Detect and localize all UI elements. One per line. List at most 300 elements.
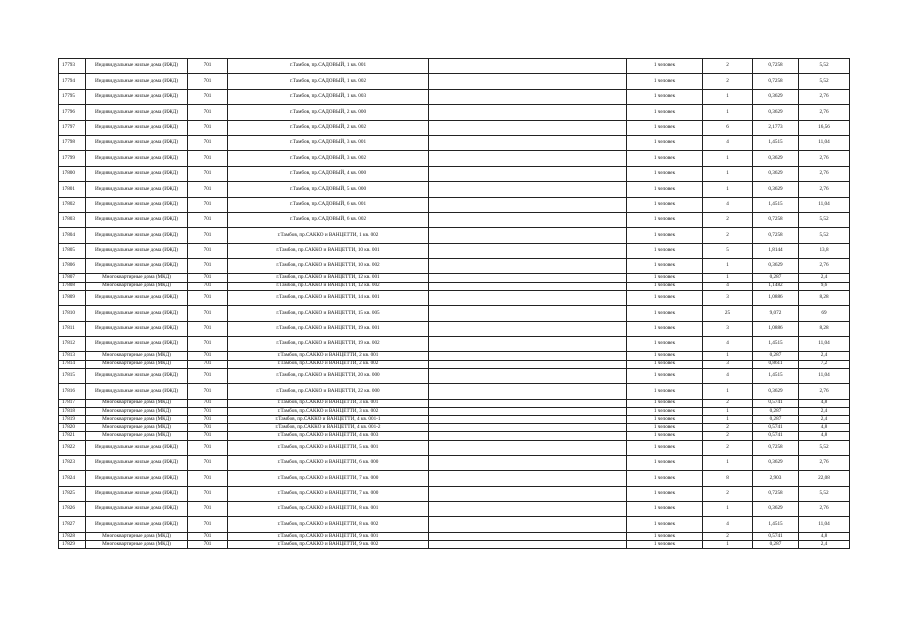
table-row — [59, 541, 850, 549]
cell-total: 2,76 — [799, 384, 850, 399]
cell-blank — [429, 368, 627, 383]
cell-address: г.Тамбов, пр.САККО и ВАНЦЕТТИ, 2 кв. 001 — [228, 352, 429, 360]
cell-building-type: Индивидуальные жилые дома (ИЖД) — [86, 455, 188, 470]
cell-total: 2,76 — [799, 182, 850, 197]
cell-code: 701 — [188, 59, 228, 74]
cell-address: г.Тамбов, пр.САККО и ВАНЦЕТТИ, 9 кв. 002 — [228, 541, 429, 549]
cell-id: 17823 — [59, 455, 86, 470]
cell-address: г.Тамбов, пр.САДОВЫЙ, 3 кв. 002 — [228, 151, 429, 166]
cell-blank — [429, 384, 627, 399]
cell-id: 17822 — [59, 440, 86, 455]
cell-total: 11,04 — [799, 337, 850, 352]
document-page — [58, 58, 849, 549]
cell-id: 17814 — [59, 360, 86, 368]
cell-total: 4,8 — [799, 532, 850, 540]
cell-norm: 0,3629 — [753, 502, 799, 517]
table-row — [59, 415, 850, 423]
cell-norm: 1,4515 — [753, 337, 799, 352]
cell-building-type: Многоквартирные дома (МКД) — [86, 282, 188, 290]
cell-address: г.Тамбов, пр.САККО и ВАНЦЕТТИ, 12 кв. 002 — [228, 282, 429, 290]
cell-total: 69 — [799, 306, 850, 321]
cell-address: г.Тамбов, пр.САККО и ВАНЦЕТТИ, 1 кв. 002 — [228, 228, 429, 243]
cell-quantity: 1 — [703, 541, 753, 549]
cell-code: 701 — [188, 502, 228, 517]
cell-unit: 1 человек — [627, 182, 703, 197]
cell-building-type: Индивидуальные жилые дома (ИЖД) — [86, 440, 188, 455]
table-row — [59, 259, 850, 274]
cell-code: 701 — [188, 440, 228, 455]
cell-total: 2,76 — [799, 502, 850, 517]
cell-building-type: Индивидуальные жилые дома (ИЖД) — [86, 306, 188, 321]
table-row — [59, 59, 850, 74]
cell-quantity: 4 — [703, 197, 753, 212]
cell-quantity: 1 — [703, 259, 753, 274]
cell-address: г.Тамбов, пр.САККО и ВАНЦЕТТИ, 3 кв. 002 — [228, 407, 429, 415]
cell-quantity: 1 — [703, 455, 753, 470]
cell-blank — [429, 74, 627, 89]
cell-unit: 1 человек — [627, 290, 703, 305]
cell-building-type: Индивидуальные жилые дома (ИЖД) — [86, 368, 188, 383]
cell-building-type: Многоквартирные дома (МКД) — [86, 424, 188, 432]
cell-blank — [429, 532, 627, 540]
cell-address: г.Тамбов, пр.САДОВЫЙ, 1 кв. 002 — [228, 74, 429, 89]
table-row — [59, 407, 850, 415]
cell-address: г.Тамбов, пр.САККО и ВАНЦЕТТИ, 5 кв. 001 — [228, 440, 429, 455]
cell-building-type: Индивидуальные жилые дома (ИЖД) — [86, 243, 188, 258]
cell-code: 701 — [188, 532, 228, 540]
cell-norm: 1,4515 — [753, 135, 799, 150]
cell-quantity: 2 — [703, 399, 753, 407]
cell-quantity: 1 — [703, 166, 753, 181]
cell-unit: 1 человек — [627, 407, 703, 415]
cell-id: 17798 — [59, 135, 86, 150]
cell-norm: 0,3629 — [753, 105, 799, 120]
cell-unit: 1 человек — [627, 197, 703, 212]
cell-code: 701 — [188, 243, 228, 258]
cell-norm: 1,8144 — [753, 243, 799, 258]
table-row — [59, 197, 850, 212]
cell-code: 701 — [188, 120, 228, 135]
cell-code: 701 — [188, 360, 228, 368]
cell-address: г.Тамбов, пр.САККО и ВАНЦЕТТИ, 15 кв. 005 — [228, 306, 429, 321]
cell-code: 701 — [188, 407, 228, 415]
cell-quantity: 4 — [703, 337, 753, 352]
cell-quantity: 1 — [703, 502, 753, 517]
cell-address: г.Тамбов, пр.САККО и ВАНЦЕТТИ, 10 кв. 001 — [228, 243, 429, 258]
cell-code: 701 — [188, 89, 228, 104]
table-row — [59, 360, 850, 368]
cell-blank — [429, 105, 627, 120]
cell-total: 11,04 — [799, 368, 850, 383]
cell-building-type: Индивидуальные жилые дома (ИЖД) — [86, 337, 188, 352]
cell-norm: 0,5741 — [753, 399, 799, 407]
data-table — [58, 58, 850, 549]
cell-building-type: Многоквартирные дома (МКД) — [86, 415, 188, 423]
cell-norm: 0,3629 — [753, 151, 799, 166]
cell-building-type: Многоквартирные дома (МКД) — [86, 432, 188, 440]
cell-address: г.Тамбов, пр.САККО и ВАНЦЕТТИ, 19 кв. 001 — [228, 321, 429, 336]
table-row — [59, 151, 850, 166]
cell-blank — [429, 228, 627, 243]
cell-address: г.Тамбов, пр.САДОВЫЙ, 3 кв. 001 — [228, 135, 429, 150]
cell-total: 16,56 — [799, 120, 850, 135]
cell-total: 5,52 — [799, 486, 850, 501]
cell-unit: 1 человек — [627, 532, 703, 540]
cell-building-type: Индивидуальные жилые дома (ИЖД) — [86, 321, 188, 336]
cell-unit: 1 человек — [627, 360, 703, 368]
cell-total: 7,2 — [799, 360, 850, 368]
cell-code: 701 — [188, 321, 228, 336]
cell-id: 17800 — [59, 166, 86, 181]
cell-building-type: Индивидуальные жилые дома (ИЖД) — [86, 212, 188, 227]
cell-address: г.Тамбов, пр.САДОВЫЙ, 1 кв. 001 — [228, 59, 429, 74]
cell-address: г.Тамбов, пр.САККО и ВАНЦЕТТИ, 3 кв. 001 — [228, 399, 429, 407]
cell-norm: 0,3629 — [753, 182, 799, 197]
cell-id: 17816 — [59, 384, 86, 399]
cell-address: г.Тамбов, пр.САККО и ВАНЦЕТТИ, 7 кв. 000 — [228, 471, 429, 486]
table-row — [59, 517, 850, 532]
cell-unit: 1 человек — [627, 384, 703, 399]
cell-building-type: Индивидуальные жилые дома (ИЖД) — [86, 486, 188, 501]
cell-norm: 0,287 — [753, 541, 799, 549]
cell-id: 17819 — [59, 415, 86, 423]
cell-address: г.Тамбов, пр.САККО и ВАНЦЕТТИ, 20 кв. 000 — [228, 368, 429, 383]
cell-total: 2,4 — [799, 541, 850, 549]
cell-quantity: 2 — [703, 486, 753, 501]
cell-quantity: 1 — [703, 415, 753, 423]
cell-blank — [429, 471, 627, 486]
cell-code: 701 — [188, 166, 228, 181]
cell-building-type: Индивидуальные жилые дома (ИЖД) — [86, 89, 188, 104]
cell-address: г.Тамбов, пр.САККО и ВАНЦЕТТИ, 4 кв. 001-2 — [228, 424, 429, 432]
cell-total: 5,52 — [799, 212, 850, 227]
table-row — [59, 306, 850, 321]
cell-norm: 9,072 — [753, 306, 799, 321]
cell-blank — [429, 321, 627, 336]
cell-norm: 0,7258 — [753, 59, 799, 74]
table-row — [59, 432, 850, 440]
cell-unit: 1 человек — [627, 274, 703, 282]
cell-code: 701 — [188, 415, 228, 423]
cell-total: 11,04 — [799, 197, 850, 212]
cell-id: 17796 — [59, 105, 86, 120]
cell-blank — [429, 360, 627, 368]
table-row — [59, 135, 850, 150]
cell-address: г.Тамбов, пр.САККО и ВАНЦЕТТИ, 6 кв. 000 — [228, 455, 429, 470]
cell-address: г.Тамбов, пр.САККО и ВАНЦЕТТИ, 22 кв. 000 — [228, 384, 429, 399]
cell-total: 4,8 — [799, 432, 850, 440]
cell-unit: 1 человек — [627, 471, 703, 486]
table-row — [59, 166, 850, 181]
cell-blank — [429, 440, 627, 455]
cell-building-type: Индивидуальные жилые дома (ИЖД) — [86, 182, 188, 197]
cell-address: г.Тамбов, пр.САККО и ВАНЦЕТТИ, 4 кв. 001-1 — [228, 415, 429, 423]
cell-blank — [429, 59, 627, 74]
table-row — [59, 74, 850, 89]
cell-unit: 1 человек — [627, 59, 703, 74]
cell-total: 4,8 — [799, 399, 850, 407]
table-row — [59, 384, 850, 399]
cell-norm: 0,7258 — [753, 440, 799, 455]
cell-unit: 1 человек — [627, 486, 703, 501]
cell-code: 701 — [188, 151, 228, 166]
cell-blank — [429, 432, 627, 440]
cell-norm: 0,287 — [753, 352, 799, 360]
cell-total: 5,52 — [799, 440, 850, 455]
cell-total: 11,04 — [799, 517, 850, 532]
cell-quantity: 1 — [703, 151, 753, 166]
cell-norm: 1,1482 — [753, 282, 799, 290]
cell-norm: 0,3629 — [753, 384, 799, 399]
cell-quantity: 1 — [703, 89, 753, 104]
cell-quantity: 1 — [703, 105, 753, 120]
cell-quantity: 25 — [703, 306, 753, 321]
cell-quantity: 2 — [703, 532, 753, 540]
cell-building-type: Многоквартирные дома (МКД) — [86, 407, 188, 415]
cell-id: 17820 — [59, 424, 86, 432]
cell-building-type: Многоквартирные дома (МКД) — [86, 541, 188, 549]
cell-norm: 0,7258 — [753, 74, 799, 89]
cell-code: 701 — [188, 368, 228, 383]
table-row — [59, 274, 850, 282]
cell-id: 17825 — [59, 486, 86, 501]
cell-quantity: 1 — [703, 352, 753, 360]
cell-norm: 0,5741 — [753, 424, 799, 432]
cell-code: 701 — [188, 135, 228, 150]
cell-building-type: Индивидуальные жилые дома (ИЖД) — [86, 471, 188, 486]
cell-norm: 0,7258 — [753, 212, 799, 227]
cell-quantity: 5 — [703, 243, 753, 258]
cell-quantity: 2 — [703, 440, 753, 455]
cell-code: 701 — [188, 212, 228, 227]
table-row — [59, 228, 850, 243]
cell-quantity: 3 — [703, 321, 753, 336]
table-row — [59, 352, 850, 360]
cell-code: 701 — [188, 455, 228, 470]
cell-address: г.Тамбов, пр.САДОВЫЙ, 5 кв. 000 — [228, 182, 429, 197]
cell-unit: 1 человек — [627, 306, 703, 321]
cell-blank — [429, 243, 627, 258]
table-row — [59, 282, 850, 290]
cell-address: г.Тамбов, пр.САККО и ВАНЦЕТТИ, 8 кв. 002 — [228, 517, 429, 532]
cell-quantity: 6 — [703, 120, 753, 135]
cell-unit: 1 человек — [627, 105, 703, 120]
cell-norm: 0,5741 — [753, 432, 799, 440]
cell-id: 17812 — [59, 337, 86, 352]
cell-total: 5,52 — [799, 59, 850, 74]
cell-id: 17807 — [59, 274, 86, 282]
cell-id: 17797 — [59, 120, 86, 135]
cell-building-type: Многоквартирные дома (МКД) — [86, 274, 188, 282]
cell-norm: 0,8611 — [753, 360, 799, 368]
cell-id: 17805 — [59, 243, 86, 258]
cell-total: 5,52 — [799, 228, 850, 243]
cell-norm: 2,903 — [753, 471, 799, 486]
cell-blank — [429, 424, 627, 432]
cell-building-type: Индивидуальные жилые дома (ИЖД) — [86, 290, 188, 305]
cell-id: 17806 — [59, 259, 86, 274]
cell-code: 701 — [188, 517, 228, 532]
cell-quantity: 2 — [703, 74, 753, 89]
cell-norm: 0,3629 — [753, 455, 799, 470]
cell-norm: 1,4515 — [753, 368, 799, 383]
cell-code: 701 — [188, 399, 228, 407]
cell-quantity: 3 — [703, 360, 753, 368]
cell-total: 2,4 — [799, 415, 850, 423]
table-row — [59, 290, 850, 305]
cell-total: 2,76 — [799, 105, 850, 120]
cell-unit: 1 человек — [627, 541, 703, 549]
table-row — [59, 243, 850, 258]
cell-unit: 1 человек — [627, 282, 703, 290]
cell-blank — [429, 212, 627, 227]
cell-id: 17813 — [59, 352, 86, 360]
cell-total: 5,52 — [799, 74, 850, 89]
cell-code: 701 — [188, 74, 228, 89]
cell-address: г.Тамбов, пр.САДОВЫЙ, 2 кв. 002 — [228, 120, 429, 135]
cell-address: г.Тамбов, пр.САДОВЫЙ, 6 кв. 001 — [228, 197, 429, 212]
cell-id: 17809 — [59, 290, 86, 305]
cell-blank — [429, 151, 627, 166]
cell-code: 701 — [188, 352, 228, 360]
cell-quantity: 4 — [703, 135, 753, 150]
cell-address: г.Тамбов, пр.САДОВЫЙ, 1 кв. 003 — [228, 89, 429, 104]
cell-blank — [429, 274, 627, 282]
cell-quantity: 8 — [703, 471, 753, 486]
cell-blank — [429, 135, 627, 150]
cell-address: г.Тамбов, пр.САККО и ВАНЦЕТТИ, 7 кв. 000 — [228, 486, 429, 501]
cell-blank — [429, 407, 627, 415]
cell-id: 17811 — [59, 321, 86, 336]
cell-id: 17810 — [59, 306, 86, 321]
cell-norm: 1,4515 — [753, 517, 799, 532]
cell-code: 701 — [188, 432, 228, 440]
cell-id: 17804 — [59, 228, 86, 243]
cell-code: 701 — [188, 105, 228, 120]
table-row — [59, 89, 850, 104]
cell-blank — [429, 399, 627, 407]
cell-quantity: 2 — [703, 212, 753, 227]
cell-id: 17824 — [59, 471, 86, 486]
cell-norm: 0,7258 — [753, 486, 799, 501]
cell-norm: 0,3629 — [753, 89, 799, 104]
cell-quantity: 2 — [703, 432, 753, 440]
cell-id: 17793 — [59, 59, 86, 74]
table-row — [59, 486, 850, 501]
cell-code: 701 — [188, 541, 228, 549]
cell-id: 17829 — [59, 541, 86, 549]
table-row — [59, 182, 850, 197]
cell-id: 17801 — [59, 182, 86, 197]
cell-id: 17818 — [59, 407, 86, 415]
cell-unit: 1 человек — [627, 415, 703, 423]
cell-code: 701 — [188, 228, 228, 243]
cell-id: 17827 — [59, 517, 86, 532]
cell-building-type: Индивидуальные жилые дома (ИЖД) — [86, 120, 188, 135]
cell-address: г.Тамбов, пр.САККО и ВАНЦЕТТИ, 14 кв. 001 — [228, 290, 429, 305]
table-row — [59, 337, 850, 352]
cell-quantity: 4 — [703, 282, 753, 290]
cell-quantity: 4 — [703, 517, 753, 532]
table-row — [59, 399, 850, 407]
cell-address: г.Тамбов, пр.САККО и ВАНЦЕТТИ, 12 кв. 001 — [228, 274, 429, 282]
cell-quantity: 1 — [703, 407, 753, 415]
cell-total: 2,4 — [799, 274, 850, 282]
cell-total: 8,28 — [799, 290, 850, 305]
cell-total: 11,04 — [799, 135, 850, 150]
cell-unit: 1 человек — [627, 455, 703, 470]
cell-quantity: 2 — [703, 228, 753, 243]
cell-building-type: Индивидуальные жилые дома (ИЖД) — [86, 59, 188, 74]
cell-blank — [429, 502, 627, 517]
cell-address: г.Тамбов, пр.САДОВЫЙ, 2 кв. 000 — [228, 105, 429, 120]
table-row — [59, 424, 850, 432]
cell-total: 4,8 — [799, 424, 850, 432]
cell-unit: 1 человек — [627, 432, 703, 440]
cell-id: 17795 — [59, 89, 86, 104]
cell-blank — [429, 486, 627, 501]
cell-building-type: Индивидуальные жилые дома (ИЖД) — [86, 259, 188, 274]
cell-id: 17828 — [59, 532, 86, 540]
cell-address: г.Тамбов, пр.САККО и ВАНЦЕТТИ, 9 кв. 001 — [228, 532, 429, 540]
cell-blank — [429, 306, 627, 321]
cell-building-type: Индивидуальные жилые дома (ИЖД) — [86, 151, 188, 166]
cell-quantity: 1 — [703, 274, 753, 282]
cell-total: 2,76 — [799, 166, 850, 181]
cell-building-type: Индивидуальные жилые дома (ИЖД) — [86, 517, 188, 532]
cell-building-type: Индивидуальные жилые дома (ИЖД) — [86, 105, 188, 120]
cell-id: 17815 — [59, 368, 86, 383]
cell-building-type: Индивидуальные жилые дома (ИЖД) — [86, 502, 188, 517]
cell-code: 701 — [188, 197, 228, 212]
cell-norm: 0,3629 — [753, 259, 799, 274]
cell-quantity: 1 — [703, 182, 753, 197]
cell-address: г.Тамбов, пр.САДОВЫЙ, 6 кв. 002 — [228, 212, 429, 227]
cell-unit: 1 человек — [627, 517, 703, 532]
cell-unit: 1 человек — [627, 135, 703, 150]
cell-code: 701 — [188, 259, 228, 274]
cell-total: 2,76 — [799, 259, 850, 274]
table-row — [59, 120, 850, 135]
cell-id: 17808 — [59, 282, 86, 290]
table-row — [59, 455, 850, 470]
cell-address: г.Тамбов, пр.САККО и ВАНЦЕТТИ, 2 кв. 002 — [228, 360, 429, 368]
cell-code: 701 — [188, 486, 228, 501]
cell-code: 701 — [188, 274, 228, 282]
cell-norm: 0,287 — [753, 274, 799, 282]
cell-id: 17802 — [59, 197, 86, 212]
cell-total: 8,28 — [799, 321, 850, 336]
cell-code: 701 — [188, 471, 228, 486]
cell-blank — [429, 455, 627, 470]
cell-unit: 1 человек — [627, 228, 703, 243]
table-row — [59, 440, 850, 455]
cell-blank — [429, 352, 627, 360]
table-row — [59, 105, 850, 120]
cell-blank — [429, 197, 627, 212]
cell-blank — [429, 541, 627, 549]
cell-quantity: 3 — [703, 290, 753, 305]
cell-unit: 1 человек — [627, 368, 703, 383]
cell-total: 2,76 — [799, 151, 850, 166]
cell-building-type: Многоквартирные дома (МКД) — [86, 532, 188, 540]
cell-quantity: 4 — [703, 368, 753, 383]
cell-unit: 1 человек — [627, 440, 703, 455]
cell-blank — [429, 337, 627, 352]
cell-id: 17826 — [59, 502, 86, 517]
cell-address: г.Тамбов, пр.САККО и ВАНЦЕТТИ, 8 кв. 001 — [228, 502, 429, 517]
cell-norm: 0,7258 — [753, 228, 799, 243]
